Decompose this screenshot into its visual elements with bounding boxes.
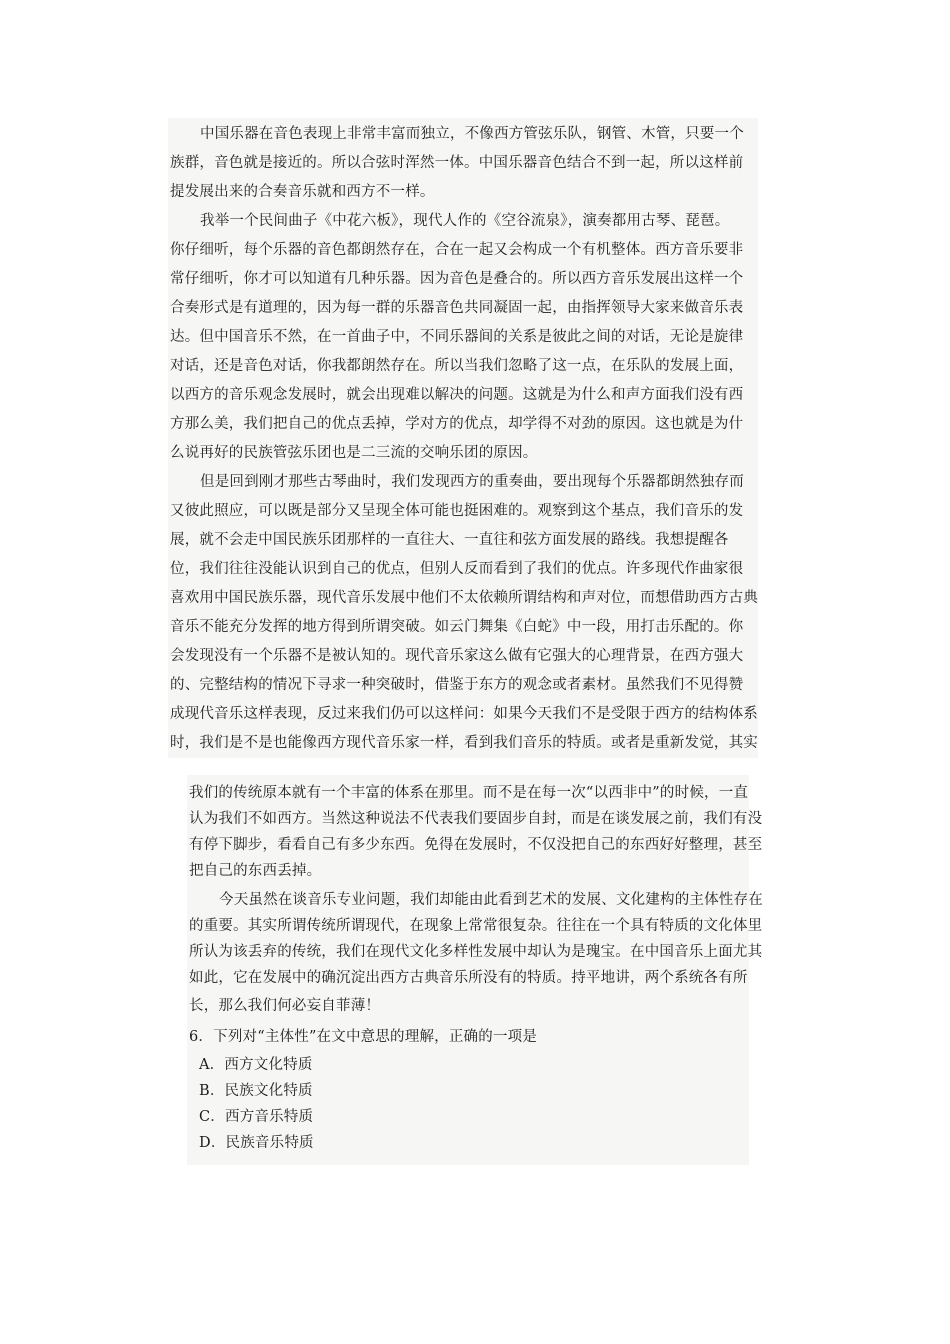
text-line: 常仔细听，你才可以知道有几种乐器。因为音色是叠合的。所以西方音乐发展出这样一个 — [170, 271, 744, 287]
text-line: 我们的传统原本就有一个丰富的体系在那里。而不是在每一次“以西非中”的时候，一直 — [189, 785, 749, 801]
passage-top-section — [168, 118, 758, 758]
text-line: 方那么美，我们把自己的优点丢掉，学对方的优点，却学得不对劲的原因。这也就是为什 — [170, 416, 744, 432]
text-line: 的、完整结构的情况下寻求一种突破时，借鉴于东方的观念或者素材。虽然我们不见得赞 — [170, 677, 744, 693]
option-a: A．西方文化特质 — [199, 1057, 313, 1073]
text-line: 以西方的音乐观念发展时，就会出现难以解决的问题。这就是为什么和声方面我们没有西 — [170, 387, 744, 403]
text-line: 如此，它在发展中的确沉淀出西方古典音乐所没有的特质。持平地讲，两个系统各有所 — [189, 970, 748, 986]
text-line: 认为我们不如西方。当然这种说法不代表我们要固步自封，而是在谈发展之前，我们有没 — [189, 811, 763, 827]
option-d: D．民族音乐特质 — [199, 1135, 314, 1151]
text-line: 音乐不能充分发挥的地方得到所谓突破。如云门舞集《白蛇》中一段，用打击乐配的。你 — [170, 619, 744, 635]
text-line: 族群，音色就是接近的。所以合弦时浑然一体。中国乐器音色结合不到一起，所以这样前 — [170, 155, 744, 171]
text-line: 中国乐器在音色表现上非常丰富而独立，不像西方管弦乐队，钢管、木管，只要一个 — [200, 126, 744, 142]
text-line: 又彼此照应，可以既是部分又呈现全体可能也挺困难的。观察到这个基点，我们音乐的发 — [170, 503, 744, 519]
text-line: 所认为该丢弃的传统，我们在现代文化多样性发展中却认为是瑰宝。在中国音乐上面尤其 — [189, 944, 763, 960]
text-line: 长，那么我们何必妄自菲薄！ — [189, 998, 381, 1014]
text-line: 么说再好的民族管弦乐团也是二三流的交响乐团的原因。 — [170, 445, 538, 461]
text-line: 把自己的东西丢掉。 — [189, 863, 322, 879]
text-line: 时，我们是不是也能像西方现代音乐家一样，看到我们音乐的特质。或者是重新发觉，其实 — [170, 735, 758, 751]
passage-bottom-section — [187, 775, 763, 1165]
text-line: 达。但中国音乐不然，在一首曲子中，不同乐器间的关系是彼此之间的对话，无论是旋律 — [170, 329, 744, 345]
option-b: B．民族文化特质 — [199, 1083, 313, 1099]
text-line: 提发展出来的合奏音乐就和西方不一样。 — [170, 184, 435, 200]
text-line: 合奏形式是有道理的，因为每一群的乐器音色共同凝固一起，由指挥领导大家来做音乐表 — [170, 300, 744, 316]
text-line: 位，我们往往没能认识到自己的优点，但别人反而看到了我们的优点。许多现代作曲家很 — [170, 561, 744, 577]
text-line: 我举一个民间曲子《中花六板》，现代人作的《空谷流泉》，演奏都用古琴、琵琶。 — [200, 213, 730, 229]
text-line: 展，就不会走中国民族乐团那样的一直往大、一直往和弦方面发展的路线。我想提醒各 — [170, 532, 729, 548]
text-line: 会发现没有一个乐器不是被认知的。现代音乐家这么做有它强大的心理背景，在西方强大 — [170, 648, 744, 664]
option-c: C．西方音乐特质 — [199, 1109, 314, 1125]
text-line: 喜欢用中国民族乐器，现代音乐发展中他们不太依赖所谓结构和声对位，而想借助西方古典 — [170, 590, 758, 606]
text-line: 但是回到刚才那些古琴曲时，我们发现西方的重奏曲，要出现每个乐器都朗然独存而 — [200, 474, 744, 490]
text-line: 成现代音乐这样表现，反过来我们仍可以这样问：如果今天我们不是受限于西方的结构体系 — [170, 706, 758, 722]
text-line: 你仔细听，每个乐器的音色都朗然存在，合在一起又会构成一个有机整体。西方音乐要非 — [170, 242, 744, 258]
text-line: 的重要。其实所谓传统所谓现代，在现象上常常很复杂。往往在一个具有特质的文化体里 — [189, 918, 763, 934]
text-line: 今天虽然在谈音乐专业问题，我们却能由此看到艺术的发展、文化建构的主体性存在 — [219, 892, 763, 908]
text-line: 有停下脚步，看看自己有多少东西。免得在发展时，不仅没把自己的东西好好整理，甚至 — [189, 837, 763, 853]
text-line: 对话，还是音色对话，你我都朗然存在。所以当我们忽略了这一点，在乐队的发展上面， — [170, 358, 744, 374]
question-stem: 6．下列对“主体性”在文中意思的理解，正确的一项是 — [189, 1029, 538, 1045]
